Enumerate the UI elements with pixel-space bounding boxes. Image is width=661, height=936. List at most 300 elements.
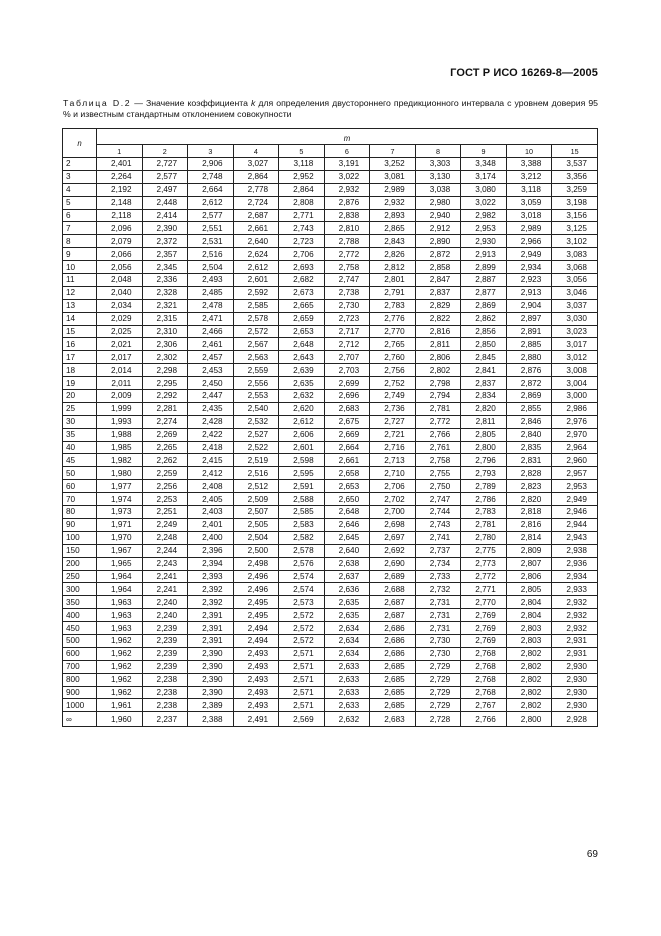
table-cell: 2,478 [188,299,234,312]
table-row [63,609,598,622]
table-cell: 2,770 [461,596,507,609]
table-cell: 2,412 [188,467,234,480]
table-cell: 1,988 [97,428,143,441]
row-n-cell: 19 [63,377,97,390]
m-column-header: 2 [142,145,188,158]
row-n-cell: 8 [63,235,97,248]
table-cell: 2,571 [279,647,325,660]
table-cell: 2,262 [142,454,188,467]
m-column-header: 1 [97,145,143,158]
table-row [63,222,598,235]
table-cell: 2,887 [461,274,507,287]
table-cell: 2,500 [233,544,279,557]
table-cell: 2,938 [552,544,598,557]
m-column-header: 3 [188,145,234,158]
table-cell: 2,738 [324,286,370,299]
table-cell: 3,030 [552,312,598,325]
table-cell: 2,466 [188,325,234,338]
table-cell: 2,491 [233,712,279,727]
table-cell: 1,973 [97,506,143,519]
table-cell: 2,789 [461,480,507,493]
table-cell: 2,834 [461,390,507,403]
table-cell: 2,760 [370,351,416,364]
table-cell: 2,298 [142,364,188,377]
table-cell: 2,880 [506,351,552,364]
table-row [63,364,598,377]
table-cell: 2,932 [552,609,598,622]
table-cell: 2,302 [142,351,188,364]
table-cell: 2,011 [97,377,143,390]
table-cell: 2,932 [370,196,416,209]
row-n-cell: 35 [63,428,97,441]
row-n-cell: 300 [63,583,97,596]
table-cell: 2,923 [506,274,552,287]
table-cell: 2,686 [370,622,416,635]
table-cell: 2,750 [415,480,461,493]
table-cell: 2,612 [233,261,279,274]
table-cell: 2,372 [142,235,188,248]
table-cell: 2,932 [552,622,598,635]
table-cell: 2,632 [279,390,325,403]
table-cell: 2,826 [370,248,416,261]
table-cell: 3,083 [552,248,598,261]
table-cell: 2,571 [279,660,325,673]
table-cell: 2,269 [142,428,188,441]
table-cell: 2,522 [233,441,279,454]
table-cell: 2,239 [142,622,188,635]
table-cell: 2,391 [188,622,234,635]
table-cell: 2,248 [142,531,188,544]
row-n-cell: 25 [63,402,97,415]
table-cell: 2,723 [279,235,325,248]
table-cell: 2,783 [370,299,416,312]
table-cell: 2,952 [279,170,325,183]
table-cell: 2,659 [279,312,325,325]
table-caption-k-symbol: k [251,98,256,108]
table-cell: 2,571 [279,686,325,699]
table-cell: 2,758 [324,261,370,274]
table-cell: 2,876 [324,196,370,209]
table-cell: 2,771 [279,209,325,222]
table-cell: 2,096 [97,222,143,235]
row-n-cell: 2 [63,158,97,171]
table-cell: 3,056 [552,274,598,287]
table-cell: 2,559 [233,364,279,377]
table-cell: 2,392 [188,596,234,609]
table-row [63,518,598,531]
table-cell: 2,744 [415,506,461,519]
table-cell: 2,661 [233,222,279,235]
table-cell: 3,068 [552,261,598,274]
table-cell: 2,953 [461,222,507,235]
table-cell: 2,118 [97,209,143,222]
table-cell: 2,633 [324,673,370,686]
table-cell: 2,696 [324,390,370,403]
table-cell: 2,781 [415,402,461,415]
table-row [63,196,598,209]
table-cell: 3,191 [324,158,370,171]
table-cell: 2,569 [279,712,325,727]
row-n-cell: 5 [63,196,97,209]
table-cell: 3,130 [415,170,461,183]
table-row [63,183,598,196]
row-n-cell: 80 [63,506,97,519]
row-n-cell: 100 [63,531,97,544]
table-cell: 2,582 [279,531,325,544]
table-cell: 1,962 [97,660,143,673]
table-cell: 2,904 [506,299,552,312]
table-cell: 2,572 [279,622,325,635]
table-cell: 2,665 [279,299,325,312]
table-cell: 2,256 [142,480,188,493]
table-cell: 2,637 [324,570,370,583]
table-cell: 2,635 [324,596,370,609]
table-cell: 2,496 [233,570,279,583]
table-row [63,402,598,415]
table-cell: 2,802 [506,673,552,686]
table-caption [63,98,598,120]
table-cell: 3,027 [233,158,279,171]
m-column-header: 10 [506,145,552,158]
table-cell: 2,567 [233,338,279,351]
row-n-cell: 20 [63,390,97,403]
table-cell: 3,000 [552,390,598,403]
table-cell: 2,930 [552,660,598,673]
table-cell: 2,401 [97,158,143,171]
table-cell: 2,578 [233,312,279,325]
table-cell: 2,504 [188,261,234,274]
table-cell: 2,772 [415,415,461,428]
table-cell: 2,620 [279,402,325,415]
table-cell: 3,356 [552,170,598,183]
m-column-header: 8 [415,145,461,158]
table-cell: 2,835 [506,441,552,454]
table-cell: 2,588 [279,493,325,506]
table-cell: 2,531 [188,235,234,248]
table-cell: 2,928 [552,712,598,727]
table-cell: 2,025 [97,325,143,338]
m-values-row [63,145,598,158]
table-cell: 2,238 [142,686,188,699]
table-cell: 2,661 [324,454,370,467]
table-row [63,493,598,506]
table-cell: 2,804 [506,596,552,609]
table-cell: 2,793 [461,467,507,480]
row-n-cell: 6 [63,209,97,222]
table-cell: 2,509 [233,493,279,506]
table-cell: 2,893 [370,209,416,222]
m-group-header: m [97,129,598,145]
table-cell: 2,805 [506,583,552,596]
table-cell: 2,897 [506,312,552,325]
table-cell: 2,315 [142,312,188,325]
row-n-cell: 150 [63,544,97,557]
table-cell: 2,390 [142,222,188,235]
table-cell: 2,802 [506,647,552,660]
table-cell: 1,963 [97,609,143,622]
table-cell: 2,577 [142,170,188,183]
table-cell: 2,786 [461,493,507,506]
table-cell: 2,664 [324,441,370,454]
table-cell: 3,038 [415,183,461,196]
table-cell: 2,781 [461,518,507,531]
table-cell: 2,791 [370,286,416,299]
table-cell: 2,864 [233,170,279,183]
table-cell: 2,943 [552,531,598,544]
table-cell: 2,845 [461,351,507,364]
table-cell: 1,993 [97,415,143,428]
table-cell: 2,389 [188,699,234,712]
table-cell: 2,345 [142,261,188,274]
table-cell: 2,809 [506,544,552,557]
table-cell: 2,772 [324,248,370,261]
table-cell: 2,571 [279,699,325,712]
table-cell: 2,592 [233,286,279,299]
table-cell: 1,962 [97,686,143,699]
table-caption-dash: — [131,98,146,108]
table-cell: 2,729 [415,699,461,712]
table-cell: 2,700 [370,506,416,519]
row-n-cell: 1000 [63,699,97,712]
table-cell: 2,808 [279,196,325,209]
table-cell: 2,632 [324,712,370,727]
table-cell: 3,212 [506,170,552,183]
table-cell: 2,688 [370,583,416,596]
table-cell: 3,118 [279,158,325,171]
row-n-cell: 900 [63,686,97,699]
table-cell: 2,576 [279,557,325,570]
table-cell: 2,009 [97,390,143,403]
table-cell: 2,805 [461,428,507,441]
table-cell: 2,692 [370,544,416,557]
table-cell: 2,034 [97,299,143,312]
row-n-cell: 12 [63,286,97,299]
table-cell: 2,653 [279,325,325,338]
table-cell: 2,944 [552,518,598,531]
table-cell: 3,303 [415,158,461,171]
table-cell: 2,712 [324,338,370,351]
table-cell: 2,683 [324,402,370,415]
table-cell: 2,585 [233,299,279,312]
row-n-cell: 800 [63,673,97,686]
table-cell: 3,017 [552,338,598,351]
table-cell: 1,962 [97,647,143,660]
table-cell: 2,931 [552,647,598,660]
table-cell: 2,847 [415,274,461,287]
table-cell: 2,687 [370,596,416,609]
table-cell: 3,022 [461,196,507,209]
table-cell: 2,685 [370,660,416,673]
table-cell: 2,633 [324,686,370,699]
table-cell: 2,780 [461,531,507,544]
table-cell: 2,572 [233,325,279,338]
table-cell: 2,591 [279,480,325,493]
row-n-cell: 4 [63,183,97,196]
table-cell: 2,728 [415,712,461,727]
table-cell: 2,729 [415,660,461,673]
table-cell: 2,237 [142,712,188,727]
table-cell: 2,806 [415,351,461,364]
table-cell: 2,321 [142,299,188,312]
table-cell: 2,717 [324,325,370,338]
table-cell: 2,856 [461,325,507,338]
table-cell: 2,495 [233,609,279,622]
table-cell: 2,749 [370,390,416,403]
table-cell: 2,689 [370,570,416,583]
table-cell: 2,949 [552,493,598,506]
table-cell: 2,192 [97,183,143,196]
table-row [63,377,598,390]
table-cell: 2,553 [233,390,279,403]
row-n-cell: 11 [63,274,97,287]
table-cell: 2,729 [415,673,461,686]
table-cell: 2,496 [233,583,279,596]
table-cell: 2,040 [97,286,143,299]
table-cell: 2,601 [233,274,279,287]
document-header: ГОСТ Р ИСО 16269-8—2005 [450,67,598,79]
table-row [63,531,598,544]
table-cell: 2,572 [279,609,325,622]
table-cell: 2,727 [370,415,416,428]
table-row [63,274,598,287]
table-row [63,170,598,183]
table-cell: 2,877 [461,286,507,299]
table-cell: 2,702 [370,493,416,506]
table-cell: 2,612 [279,415,325,428]
row-n-cell: 14 [63,312,97,325]
table-cell: 2,804 [506,609,552,622]
table-cell: 2,776 [370,312,416,325]
table-cell: 2,843 [370,235,416,248]
table-cell: 2,017 [97,351,143,364]
table-cell: 2,274 [142,415,188,428]
table-cell: 2,933 [552,583,598,596]
table-cell: 2,391 [188,609,234,622]
table-cell: 2,766 [461,712,507,727]
table-cell: 2,837 [415,286,461,299]
table-cell: 3,118 [506,183,552,196]
table-cell: 2,869 [506,390,552,403]
table-cell: 2,930 [552,686,598,699]
table-cell: 2,964 [552,441,598,454]
table-cell: 2,820 [506,493,552,506]
table-cell: 2,251 [142,506,188,519]
table-cell: 3,022 [324,170,370,183]
table-cell: 2,638 [324,557,370,570]
table-row [63,506,598,519]
table-cell: 2,079 [97,235,143,248]
table-cell: 2,727 [142,158,188,171]
table-cell: 2,872 [415,248,461,261]
table-cell: 2,703 [324,364,370,377]
table-cell: 2,259 [142,467,188,480]
table-cell: 2,516 [233,467,279,480]
table-cell: 2,494 [233,634,279,647]
table-cell: 2,685 [370,673,416,686]
table-cell: 2,244 [142,544,188,557]
table-cell: 2,498 [233,557,279,570]
table-cell: 2,624 [233,248,279,261]
table-cell: 2,829 [415,299,461,312]
table-cell: 2,765 [370,338,416,351]
table-cell: 2,730 [324,299,370,312]
row-n-cell: ∞ [63,712,97,727]
table-cell: 2,435 [188,402,234,415]
table-cell: 3,388 [506,158,552,171]
table-cell: 1,965 [97,557,143,570]
table-cell: 2,812 [370,261,416,274]
table-cell: 1,962 [97,634,143,647]
table-cell: 1,982 [97,454,143,467]
table-cell: 2,310 [142,325,188,338]
table-cell: 3,174 [461,170,507,183]
table-cell: 2,493 [233,660,279,673]
row-n-cell: 350 [63,596,97,609]
table-cell: 2,737 [415,544,461,557]
table-cell: 2,807 [506,557,552,570]
table-cell: 2,811 [415,338,461,351]
table-cell: 2,970 [552,428,598,441]
table-cell: 2,724 [233,196,279,209]
table-cell: 2,869 [461,299,507,312]
table-row [63,158,598,171]
table-cell: 3,037 [552,299,598,312]
table-cell: 2,989 [370,183,416,196]
table-cell: 2,505 [233,518,279,531]
table-cell: 2,766 [415,428,461,441]
table-cell: 2,457 [188,351,234,364]
table-cell: 2,578 [279,544,325,557]
table-cell: 2,773 [461,557,507,570]
table-cell: 2,685 [370,686,416,699]
table-row [63,570,598,583]
table-cell: 2,577 [188,209,234,222]
table-cell: 2,683 [370,712,416,727]
table-cell: 2,769 [461,609,507,622]
table-cell: 2,934 [552,570,598,583]
table-cell: 2,249 [142,518,188,531]
table-row [63,583,598,596]
table-cell: 2,686 [370,634,416,647]
table-cell: 2,771 [461,583,507,596]
table-cell: 2,796 [461,454,507,467]
table-cell: 2,729 [415,686,461,699]
n-column-header: n [63,129,97,158]
table-cell: 2,497 [142,183,188,196]
table-cell: 2,573 [279,596,325,609]
table-row [63,634,598,647]
table-cell: 2,802 [506,686,552,699]
table-cell: 2,949 [506,248,552,261]
table-cell: 3,125 [552,222,598,235]
table-cell: 2,697 [370,531,416,544]
table-cell: 2,675 [324,415,370,428]
table-cell: 2,415 [188,454,234,467]
table-cell: 2,721 [370,428,416,441]
row-n-cell: 250 [63,570,97,583]
row-n-cell: 700 [63,660,97,673]
table-cell: 2,640 [233,235,279,248]
table-row [63,428,598,441]
table-cell: 2,056 [97,261,143,274]
table-cell: 2,930 [461,235,507,248]
table-row [63,557,598,570]
table-cell: 2,989 [506,222,552,235]
table-cell: 2,653 [324,480,370,493]
table-cell: 2,913 [461,248,507,261]
table-cell: 1,974 [97,493,143,506]
table-cell: 2,648 [279,338,325,351]
